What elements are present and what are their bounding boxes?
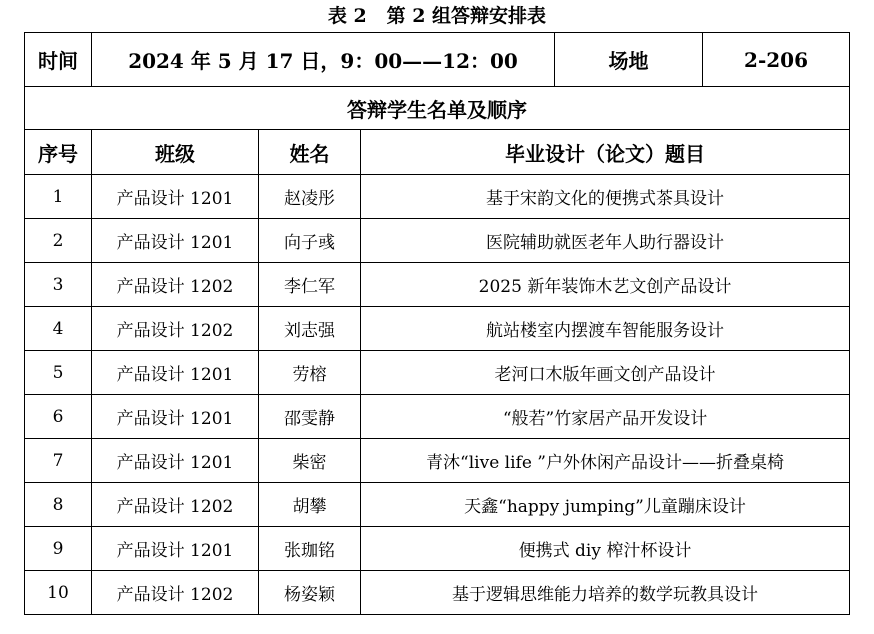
row-number: 1	[25, 175, 92, 219]
column-header-class: 班级	[92, 130, 259, 175]
row-student-name: 劳榕	[259, 351, 361, 395]
defense-schedule-table	[24, 32, 850, 615]
table-row	[25, 571, 850, 615]
venue-value: 2-206	[703, 33, 850, 87]
row-thesis-title: 基于逻辑思维能力培养的数学玩教具设计	[361, 571, 850, 615]
row-student-name: 刘志强	[259, 307, 361, 351]
table-row	[25, 351, 850, 395]
row-student-name: 杨姿颖	[259, 571, 361, 615]
row-number: 8	[25, 483, 92, 527]
row-number: 6	[25, 395, 92, 439]
column-header-title: 毕业设计（论文）题目	[361, 130, 850, 175]
table-row	[25, 307, 850, 351]
row-number: 3	[25, 263, 92, 307]
row-student-name: 向子彧	[259, 219, 361, 263]
row-student-name: 张珈铭	[259, 527, 361, 571]
schedule-info-row	[25, 33, 850, 87]
row-number: 5	[25, 351, 92, 395]
row-thesis-title: 老河口木版年画文创产品设计	[361, 351, 850, 395]
row-class: 产品设计 1201	[92, 395, 259, 439]
table-row	[25, 527, 850, 571]
student-rows	[25, 175, 850, 615]
row-thesis-title: “般若”竹家居产品开发设计	[361, 395, 850, 439]
table-row	[25, 395, 850, 439]
row-number: 7	[25, 439, 92, 483]
row-thesis-title: 天鑫“happy jumping”儿童蹦床设计	[361, 483, 850, 527]
row-class: 产品设计 1201	[92, 527, 259, 571]
row-class: 产品设计 1202	[92, 307, 259, 351]
table-row	[25, 439, 850, 483]
column-header-name: 姓名	[259, 130, 361, 175]
row-thesis-title: 基于宋韵文化的便携式茶具设计	[361, 175, 850, 219]
row-class: 产品设计 1201	[92, 219, 259, 263]
column-header-row	[25, 130, 850, 175]
table-row	[25, 263, 850, 307]
row-thesis-title: 青沐“live life ”户外休闲产品设计——折叠桌椅	[361, 439, 850, 483]
row-student-name: 胡攀	[259, 483, 361, 527]
row-number: 4	[25, 307, 92, 351]
row-student-name: 李仁军	[259, 263, 361, 307]
section-title: 答辩学生名单及顺序	[25, 87, 850, 130]
row-student-name: 邵雯静	[259, 395, 361, 439]
row-number: 10	[25, 571, 92, 615]
row-class: 产品设计 1202	[92, 483, 259, 527]
table-caption: 表 2 第 2 组答辩安排表	[327, 5, 547, 27]
table-row	[25, 219, 850, 263]
section-title-row	[25, 87, 850, 130]
row-thesis-title: 2025 新年装饰木艺文创产品设计	[361, 263, 850, 307]
row-number: 2	[25, 219, 92, 263]
row-thesis-title: 医院辅助就医老年人助行器设计	[361, 219, 850, 263]
row-student-name: 赵凌彤	[259, 175, 361, 219]
row-thesis-title: 航站楼室内摆渡车智能服务设计	[361, 307, 850, 351]
venue-label: 场地	[555, 33, 703, 87]
table-row	[25, 483, 850, 527]
time-label: 时间	[25, 33, 92, 87]
table-row	[25, 175, 850, 219]
row-class: 产品设计 1201	[92, 175, 259, 219]
row-class: 产品设计 1202	[92, 571, 259, 615]
column-header-no: 序号	[25, 130, 92, 175]
row-thesis-title: 便携式 diy 榨汁杯设计	[361, 527, 850, 571]
time-value: 2024 年 5 月 17 日，9：00——12：00	[92, 33, 555, 87]
row-student-name: 柴密	[259, 439, 361, 483]
row-class: 产品设计 1202	[92, 263, 259, 307]
row-number: 9	[25, 527, 92, 571]
row-class: 产品设计 1201	[92, 439, 259, 483]
row-class: 产品设计 1201	[92, 351, 259, 395]
